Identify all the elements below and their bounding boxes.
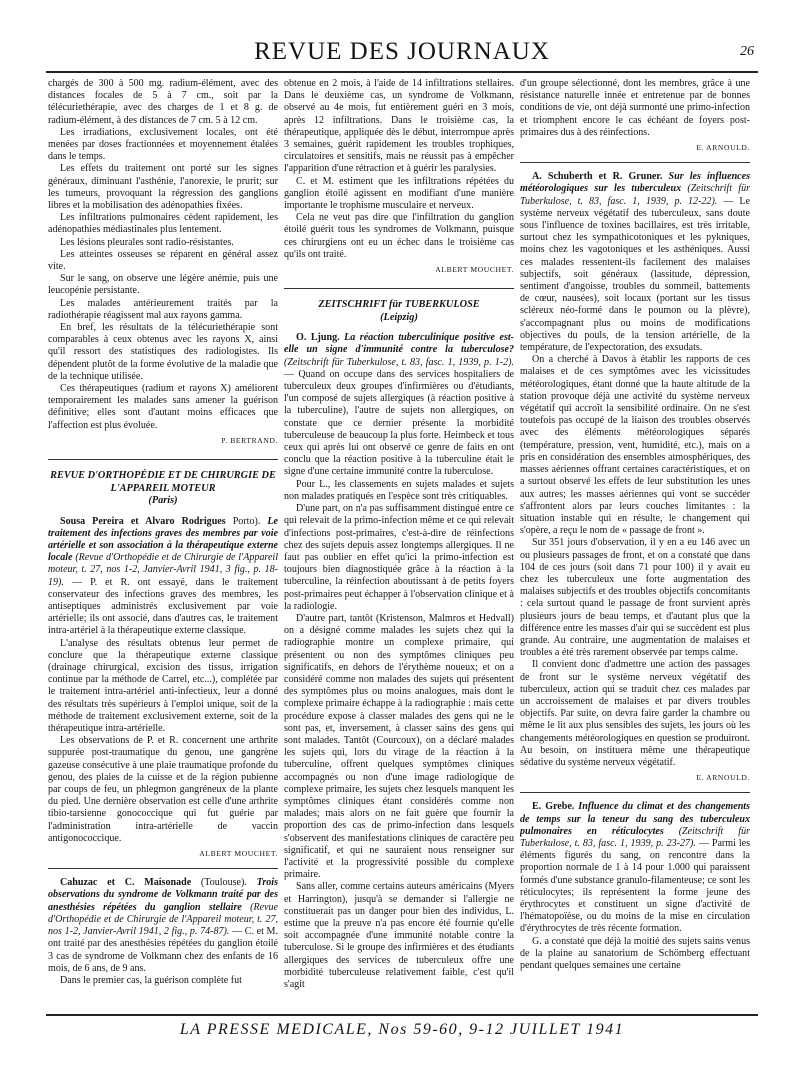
article-divider: [520, 792, 750, 793]
paragraph: C. et M. estiment que les infiltrations répétées du ganglion étoilé agissent en modifiant d'une manière importante le trophisme musculaire et nerveux.: [284, 175, 514, 212]
article-body: — P. et R. ont essayé, dans le traitement conservateur des infections graves des membres, les antiseptiques administrés exclusivement par voie artérielle; ils ont associé, dans d'autres cas, le traitement intra-artériel à la thérapeutique externe classique.: [48, 576, 278, 637]
article-title: Trois observations du syndrome de Volkmann traité par des anesthésies répétées du ganglion stellaire: [48, 877, 278, 913]
section-heading-tuberkulose: [284, 288, 514, 324]
article-divider: [48, 868, 278, 869]
section-heading-orthopedie: [48, 459, 278, 508]
paragraph: d'un groupe sélectionné, dont les membres, grâce à une résistance naturelle innée et entretenue par de bonnes conditions de vie, ont déjà surmonté une primo-infection et triomphent encore le cas échéant de foyers post-primaires dus à des réinfections.: [520, 78, 750, 138]
article-authors: O. Ljung.: [296, 332, 340, 344]
article-lead: [284, 332, 514, 478]
article-body: — C. et M. ont traité par des anesthésies répétées du ganglion étoilé 3 cas de syndrome de Volkmann chez des enfants de 16 mois, de 6 ans, de 9 ans.: [48, 926, 278, 974]
paragraph: Les effets du traitement ont porté sur les signes généraux, diminuant l'asthénie, l'anorexie, le prurit; sur les tumeurs, provoquant la régression des ganglions libres et la mobilisation des adénopathies fixées.: [48, 163, 278, 212]
article-title: Le traitement des infections graves des membres par voie artérielle et son association à la thérapeutique externe locale: [48, 515, 278, 564]
paragraph: Sans aller, comme certains auteurs américains (Myers et Harrington), jusqu'à se demander si l'allergie ne constituerait pas un danger pour bien des individus, L. estime que la preuve n'a pas encore été fournie qu'elle soit accompagnée d'une immunité notable contre la tuberculose. Si le groupe des infirmières et des étudiants allergiques des services de tuberculeux offre une morbidité tuberculeuse relativement faible, c'est qu'il s'agit: [284, 881, 514, 991]
paragraph: Cela ne veut pas dire que l'infiltration du ganglion étoilé guérit tous les syndromes de Volkmann, puisque ces chirurgiens ont eu un échec dans le troisième cas qu'ils ont traité.: [284, 212, 514, 260]
article-lead: [520, 171, 750, 354]
paragraph: Les infiltrations pulmonaires cèdent rapidement, les adénopathies médiastinales plus lentement.: [48, 212, 278, 236]
article-reference: (Revue d'Orthopédie et de Chirurgie de l'Appareil moteur, t. 27, nos 1-2, Janvier-Avril 1941, 2 fig., p. 74-87).: [48, 901, 278, 938]
paragraph: On a cherché à Davos à établir les rapports de ces malaises et de ces symptômes avec les vicissitudes météorologiques, étant donné que la haute altitude de la station provoque déjà une activité du système nerveux végétatif qui accroît la sensibilité ordinaire. On ne s'est toutefois pas occupé de la liaison des troubles observés avec des éléments météorologiques séparés (température, pression, vent, humidité, etc.), mais on a pris en considération des ensembles atmosphériques, des masses aériennes offrant certaines caractéristiques, et on a surtout observé les effets de leur substitution les unes aux autres; les masses aériennes qui vont se succéder s'affrontent alors par leurs couches limitantes : la situation instable qui en résulte, le changement qui s'opère, a reçu le nom de « passage de front ».: [520, 354, 750, 537]
journal-title: REVUE DES JOURNAUX: [254, 38, 550, 65]
article-reference: (Zeitschrift für Tuberkulose, t. 83, fasc. 1, 1939, p. 1-2).: [284, 356, 514, 368]
paragraph: Pour L., les classements en sujets malades et sujets non malades pratiqués en l'espèce sont très critiquables.: [284, 478, 514, 502]
paragraph: Les observations de P. et R. concernent une arthrite suppurée post-traumatique du genou, une gangrène gazeuse consécutive à une plaie traumatique profonde du genou, des plaies de la cuisse et de la région pubienne par coups de feu, un phlegmon gangréneux de la plante du pied. Une dernière observation est celle d'une arthrite tibio-tarsienne gonococcique qui fut guérie par l'administration intra-artérielle de vaccin antigonococcique.: [48, 735, 278, 844]
paragraph: Les lésions pleurales sont radio-résistantes.: [60, 236, 234, 248]
article-body: — Quand on occupe dans des services hospitaliers de tuberculeux deux groupes d'infirmières ou d'étudiants, l'un composé de sujets allergiques (à réaction positive à la tuberculine), l'autre de sujets non allergiques, on constate que ce dernier présente la morbidité tuberculeuse de beaucoup la plus forte. Heimbeck et tous ceux qui après lui ont observé ce genre de faits en ont conclu que la réaction positive à la tuberculine était le signe d'une certaine immunité contre la tuberculose.: [284, 368, 514, 478]
article-body: — Parmi les éléments figurés du sang, on rencontre dans la proportion normale de 1 à 14 pour 1.000 qui paraissent formés d'une substance granulo-filamenteuse; ce sont les réticulocytes; ils représentent la forme jeune des érythrocytes et constituent un signe d'activité de l'hématopoïèse, ou du moins de la mise en circulation d'érythrocytes de très récente formation.: [520, 837, 750, 935]
paragraph: Les atteintes osseuses se réparent en général assez vite.: [48, 248, 278, 273]
article-place: Porto).: [225, 515, 268, 527]
paragraph: En bref, les résultats de la télécuriethérapie sont comparables à ceux obtenus avec les rayons X, ainsi qu'il ressort des statistiques des radiologistes. Ils dépendent plutôt de la forme évolutive de la maladie que de la technique utilisée.: [48, 322, 278, 382]
page-footer: LA PRESSE MEDICALE, Nos 59-60, 9-12 JUILLET 1941: [179, 1021, 625, 1038]
signature: E. ARNOULD.: [696, 773, 750, 783]
paragraph: Il convient donc d'admettre une action des passages de front sur le système nerveux végétatif des tuberculeux, action qui se traduit chez ces malades par un accroissement de malaises et par divers troubles objectifs. Par suite, on devra faire garder la chambre ou même le lit aux plus sensibles des sujets, les jours où les changements météorologiques en question se produiront. Au besoin, on instituera même une thérapeutique sédative du système nerveux végétatif.: [520, 659, 750, 768]
article-divider: [520, 162, 750, 163]
article-authors: Cahuzac et C. Maisonade: [60, 877, 192, 889]
article-authors: Sousa Pereira et Alvaro Rodrigues: [60, 515, 226, 527]
article-title: Influence du climat et des changements de temps sur la teneur du sang des tuberculeux pulmonaires en réticulocytes: [520, 801, 750, 837]
signature: ALBERT MOUCHET.: [435, 265, 514, 275]
signature: E. ARNOULD.: [696, 143, 750, 153]
column-middle: [284, 78, 514, 1008]
paragraph: D'une part, on n'a pas suffisamment distingué entre ce qui relevait de la primo-infection même et ce qui relevait d'infections post-primaires, c'est-à-dire de réinfections chez des sujets depuis assez longtemps allergiques. Il ne faut pas oublier en effet qu'ici la primo-infection est toujours bien diagnostiquée grâce à la réaction à la tuberculine, la réinfection aboutissant à de petits foyers post-primaires peut échapper à l'observation clinique et à la radiologie.: [284, 503, 514, 612]
article-body: — Le système nerveux végétatif des tuberculeux, sans doute sous l'influence de toxines bacillaires, est très irritable, surtout chez les sympathicotoniques et les pykniques, moins chez les vagotoniques et les asthéniques. Aussi ces malades ressentent-ils facilement des malaises subjectifs, soit généraux (lassitude, dépression, sentiment d'angoisse, troubles du sommeil, battements de cœur, nausées), soit locaux (portant sur les tissus scléreux néo-formé dans le poumon ou la plèvre), s'accompagnant plus ou moins de modifications objectives du pouls, de la tension artérielle, de la température, de l'expectoration, des exsudats.: [520, 195, 750, 354]
paragraph: Ces thérapeutiques (radium et rayons X) améliorent temporairement les malades sans amener la guérison définitive; elles sont d'autant moins efficaces que l'affection est plus évoluée.: [48, 383, 278, 431]
paragraph: L'analyse des résultats obtenus leur permet de conclure que la thérapeutique externe classique (drainage chirurgical, excision des tissus, irrigation continue par la méthode de Carrel, etc...), complétée par le traitement intra-artériel anti-infectieux, leur a donné des résultats très supérieurs à l'emploi unique, soit de la méthode de traitement exclusivement externe, soit de la thérapeutique intra-artérielle.: [48, 637, 278, 735]
article-reference: (Revue d'Orthopédie et de Chirurgie de l'Appareil moteur, t. 27, nos 1-2, Janvier-Avril 1941, 3 fig., p. 18-19).: [48, 552, 278, 588]
page-header: [46, 38, 758, 70]
article-lead: [48, 516, 278, 638]
paragraph: Les malades antérieurement traités par la radiothérapie réagissent mal aux rayons gamma.: [48, 297, 278, 321]
paragraph: Dans le premier cas, la guérison complète fut: [60, 974, 242, 986]
paragraph: G. a constaté que déjà la moitié des sujets sains venus de la plaine au sanatorium de Schömberg effectuant pendant quelques semaines une certaine: [520, 935, 750, 972]
signature: ALBERT MOUCHET.: [199, 849, 278, 859]
header-rule: [46, 71, 758, 73]
article-authors: E. Grebe.: [532, 801, 575, 813]
paragraph: Sur le sang, on observe une légère anémie, puis une leucopénie persistante.: [48, 273, 278, 297]
section-title: ZEITSCHRIFT für TUBERKULOSE: [318, 299, 480, 311]
article-title: La réaction tuberculinique positive est-elle un signe d'immunité contre la tuberculose?: [284, 332, 514, 356]
column-left: [48, 78, 278, 1008]
section-city: (Paris): [148, 495, 178, 507]
article-title: Sur les influences météorologiques sur les tuberculeux: [520, 171, 750, 195]
footer-rule: [46, 1014, 758, 1016]
signature: P. BERTRAND.: [221, 435, 278, 445]
paragraph: chargés de 300 à 500 mg. radium-élément, avec des distances focales de 5 à 7 cm., soit par la télécuriethérapie, avec des charges de 1 et 8 g. de radium-élément, à des distances de 7 cm. 5 à 12 cm.: [48, 78, 278, 126]
paragraph: Sur 351 jours d'observation, il y en a eu 146 avec un ou plusieurs passages de front, et on a constaté que dans 104 de ces jours (soit dans 71 pour 100) il y avait eu chez les tuberculeux une forte augmentation des malaises subjectifs et des troubles objectifs concomitants : cela surtout quand le passage de front survient après plusieurs jours de beau temps, et d'autant plus que la différence entre les masses d'air qui se succèdent est plus grande. Au contraire, une augmentation de malaises et troubles a été très rarement observée par temps calme.: [520, 537, 750, 659]
section-city: (Leipzig): [380, 311, 418, 323]
paragraph: Les irradiations, exclusivement locales, ont été menées par doses fractionnées et moyennement étalées dans le temps.: [48, 126, 278, 163]
article-reference: (Zeitschrift für Tuberkulose, t. 83, fasc. 1, 1939, p. 12-22).: [520, 183, 750, 207]
column-right: [520, 78, 750, 1008]
article-authors: A. Schuberth et R. Gruner.: [532, 171, 663, 183]
article-reference: (Zeitschrift für Tuberkulose, t. 83, fasc. 1, 1939, p. 23-27).: [520, 825, 750, 849]
paragraph: D'autre part, tantôt (Kristenson, Malmros et Hedvall) on a désigné comme malades les sujets chez qui la radiographie montre un complexe primaire, qui présentent ou non des symptômes cliniques peu significatifs, en dehors de l'érythème noueux; et on a considéré comme non malades des sujets qui présentent des symptômes plus ou moins analogues, mais dont le complexe primaire échappe à la radiographie : mais cette procédure expose à classer malades des gens qui ne le sont pas, et, inversement, à classer sains des gens qui sont malades. Tantôt (Courcoux), on a déclaré malades les sujets qui, lors du virage de la réaction à la tuberculine, offrent quelques symptômes cliniques accompagnés ou non d'une image radiologique de complexe primaire, les sujets chez lesquels manquent les symptômes cliniques étant considérés comme non malades; mais alors on ne fait guère que fournir la proportion des cas de primo-infection dans lesquels s'observent des manifestations cliniques de caractère peu significatif, et qui ne sauraient nous renseigner sur l'activité et la progressivité possible du complexe primaire.: [284, 612, 514, 881]
article-lead: [48, 877, 278, 975]
section-title: REVUE D'ORTHOPÉDIE ET DE CHIRURGIE DE L'APPAREIL MOTEUR: [50, 470, 276, 494]
paragraph: obtenue en 2 mois, à l'aide de 14 infiltrations stellaires. Dans le deuxième cas, un syndrome de Volkmann, observé au 4e mois, fut entièrement guéri en 3 mois, après 12 infiltrations. Dans le troisième cas, la thérapeutique, appliquée dès le début, interrompue après 3 semaines, guérit rapidement les troubles trophiques, circulatoires et sensitifs, mais ne réussit pas à empêcher l'apparition d'une rétraction et à guérir les paralysies.: [284, 78, 514, 175]
page-number: 26: [740, 44, 754, 59]
article-lead: [520, 801, 750, 935]
article-place: (Toulouse).: [191, 877, 257, 889]
